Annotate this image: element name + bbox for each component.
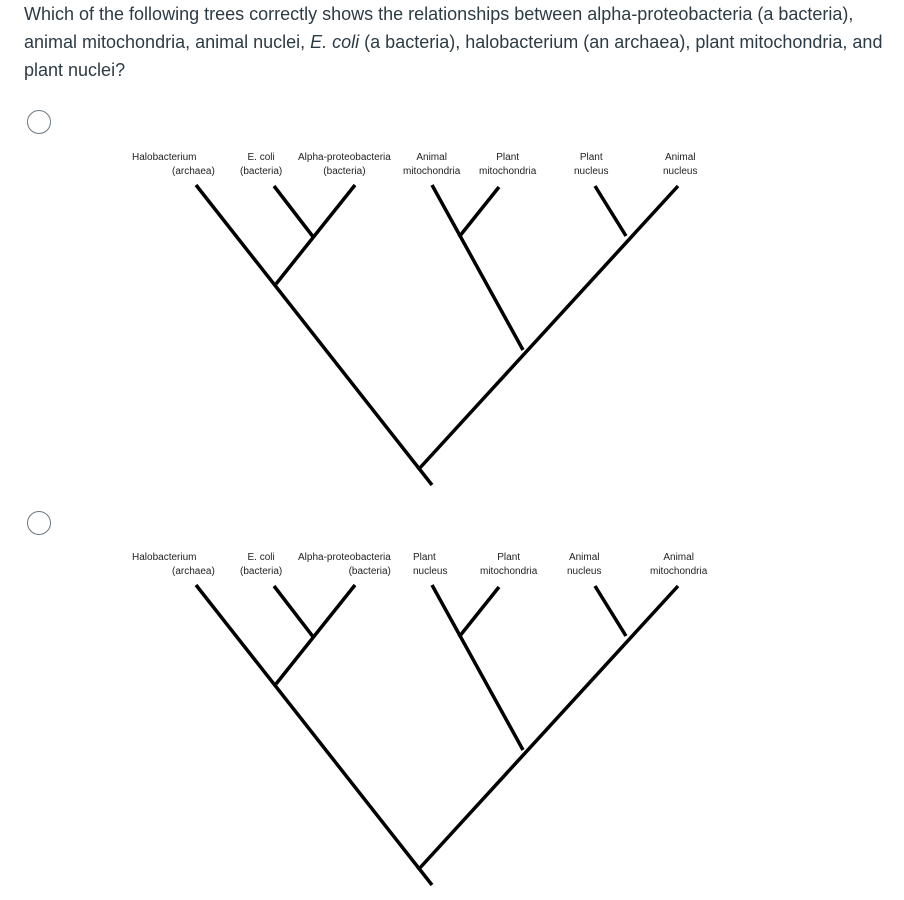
- option-1-tree: [0, 140, 904, 500]
- branch: [274, 586, 314, 638]
- leaf-line1: E. coli: [247, 552, 275, 563]
- question-part-1: Which of the following trees correctly shows the relationships between alpha-proteobacteria (a bacteria), animal mitochondria, animal nuclei,: [24, 4, 854, 52]
- leaf-line2: (archaea): [172, 566, 215, 577]
- leaf-line1: Plant: [579, 152, 603, 163]
- tree-2-branches: [0, 540, 904, 900]
- branch: [459, 187, 499, 237]
- leaf-line2: (archaea): [172, 166, 215, 177]
- branch: [459, 587, 499, 637]
- leaf-line2: mitochondria: [479, 166, 537, 177]
- branch: [595, 186, 626, 236]
- leaf-line2: mitochondria: [480, 566, 538, 577]
- leaf-line1: Alpha-proteobacteria: [298, 152, 391, 163]
- leaf-line2: (bacteria): [240, 566, 283, 577]
- question-ecoli-italic: E. coli: [310, 32, 360, 52]
- question-text: [24, 0, 884, 84]
- leaf-line1: Animal: [664, 152, 696, 163]
- option-1-radio[interactable]: [27, 110, 51, 134]
- leaf-line1: Animal: [663, 552, 694, 563]
- question-part-2: (a bacteria), halobacterium (an archaea), plant mitochondria, and plant nuclei?: [24, 32, 883, 80]
- branch: [432, 585, 523, 750]
- leaf-line1: Plant: [497, 552, 521, 563]
- option-2-radio[interactable]: [27, 511, 51, 535]
- leaf-line2: nucleus: [413, 566, 448, 577]
- leaf-line2: (bacteria): [240, 166, 283, 177]
- leaf-line2: nucleus: [663, 166, 698, 177]
- leaf-line1: E. coli: [247, 152, 275, 163]
- tree-1-branches: [0, 140, 904, 500]
- leaf-line2: mitochondria: [403, 166, 461, 177]
- leaf-line1: Animal: [568, 552, 600, 563]
- leaf-line1: Halobacterium: [132, 552, 197, 563]
- branch: [276, 585, 355, 684]
- leaf-line2: nucleus: [567, 566, 602, 577]
- leaf-line1: Alpha-proteobacteria: [298, 552, 391, 563]
- leaf-line1: Halobacterium: [132, 152, 197, 163]
- branch: [432, 185, 523, 350]
- leaf-line1: Plant: [413, 552, 436, 563]
- leaf-line2: (bacteria): [323, 166, 366, 177]
- branch: [196, 185, 432, 485]
- branch: [276, 185, 355, 284]
- leaf-line2: mitochondria: [650, 566, 708, 577]
- leaf-line2: nucleus: [574, 166, 609, 177]
- branch: [196, 585, 432, 885]
- branch: [595, 586, 626, 636]
- leaf-line2: (bacteria): [348, 566, 391, 577]
- leaf-line1: Plant: [496, 152, 520, 163]
- leaf-line1: Animal: [416, 152, 447, 163]
- branch: [274, 186, 314, 238]
- option-2-tree: [0, 540, 904, 900]
